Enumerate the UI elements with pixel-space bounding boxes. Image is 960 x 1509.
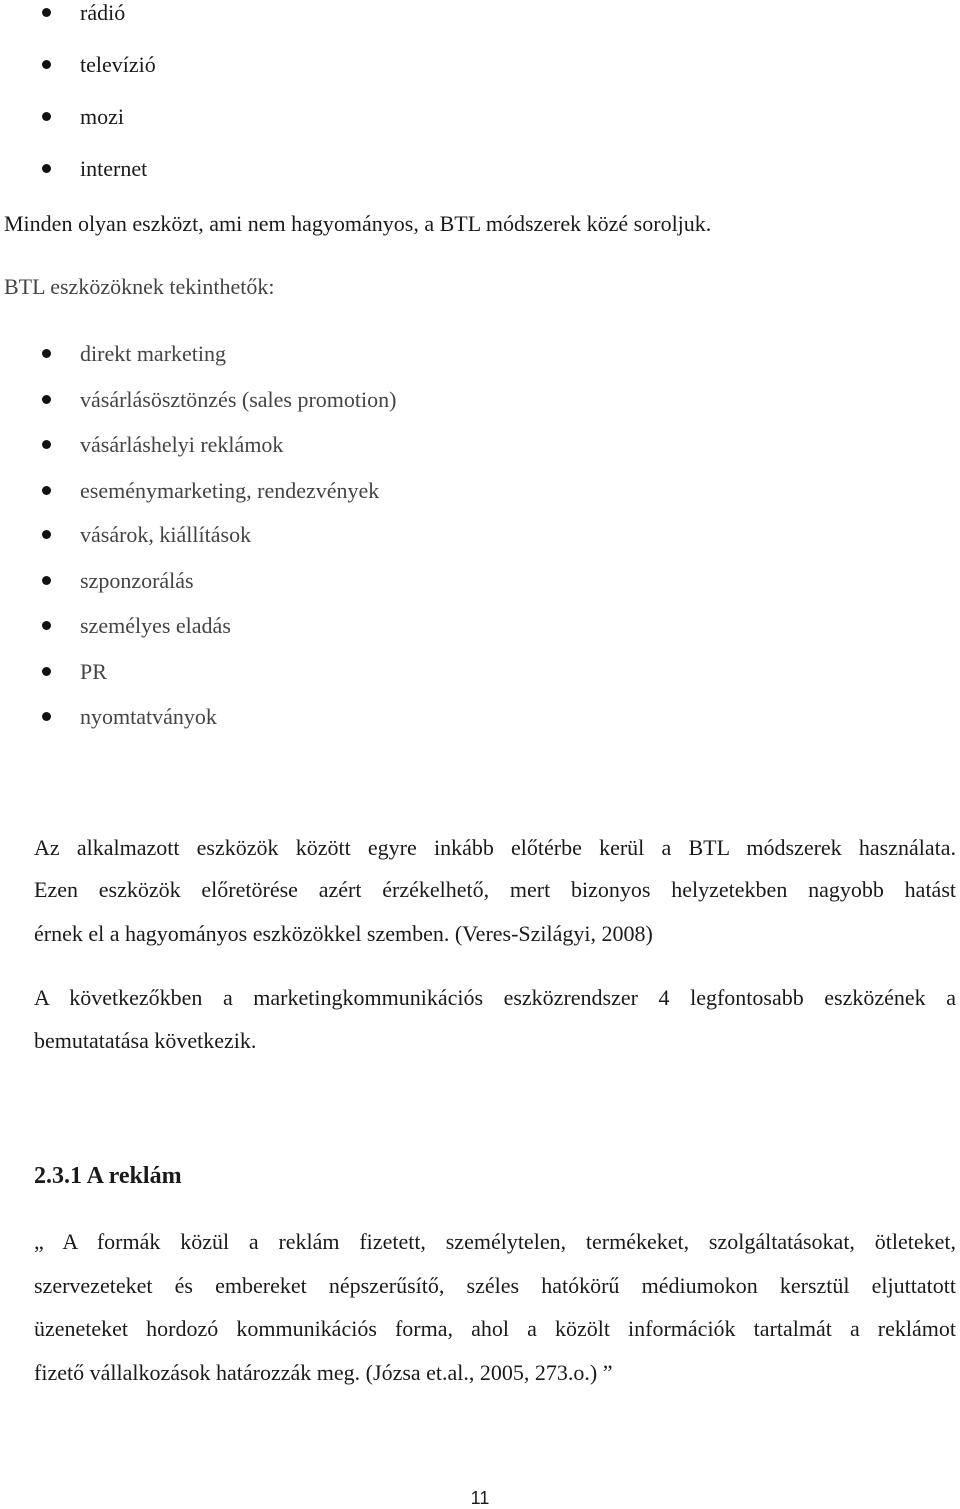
list-item-text: internet [80, 156, 148, 181]
page-number: 11 [470, 1488, 490, 1508]
quote-line: „ A formák közül a reklám fizetett, személytelen, termékeket, szolgáltatásokat, ötleteket, [34, 1229, 956, 1254]
bullet-icon [42, 8, 51, 17]
quote-line: szervezeteket és embereket népszerűsítő, széles hatókörű médiumokon kersztül eljuttatott [34, 1273, 956, 1298]
section-heading: 2.3.1 A reklám [34, 1163, 182, 1189]
list-item-text: mozi [80, 104, 124, 129]
bullet-icon [42, 486, 51, 495]
list-item-text: televízió [80, 52, 156, 77]
quote-line: fizető vállalkozások határozzák meg. (Józsa et.al., 2005, 273.o.) ” [34, 1360, 613, 1385]
bullet-icon [42, 164, 51, 173]
bullet-icon [42, 621, 51, 630]
paragraph-line: érnek el a hagyományos eszközökkel szemben. (Veres-Szilágyi, 2008) [34, 921, 653, 946]
bullet-icon [42, 395, 51, 404]
paragraph-line: bemutatatása következik. [34, 1028, 257, 1053]
paragraph-btl-definition: Minden olyan eszközt, ami nem hagyományos, a BTL módszerek közé soroljuk. [4, 211, 712, 236]
quote-line: üzeneteket hordozó kommunikációs forma, ahol a közölt információk tartalmát a reklámot [34, 1316, 956, 1341]
bullet-icon [42, 667, 51, 676]
list-item-text: szponzorálás [80, 568, 194, 593]
paragraph-line: Az alkalmazott eszközök között egyre inkább előtérbe kerül a BTL módszerek használata. [34, 835, 956, 860]
bullet-icon [42, 440, 51, 449]
bullet-icon [42, 112, 51, 121]
list-item-text: vásárláshelyi reklámok [80, 432, 284, 457]
list-item-text: személyes eladás [80, 613, 231, 638]
bullet-icon [42, 712, 51, 721]
list-item-text: eseménymarketing, rendezvények [80, 478, 380, 503]
paragraph-line: A következőkben a marketingkommunikációs eszközrendszer 4 legfontosabb eszközének a [34, 985, 956, 1010]
btl-intro: BTL eszközöknek tekinthetők: [4, 274, 275, 299]
list-item-text: nyomtatványok [80, 704, 217, 729]
bullet-icon [42, 576, 51, 585]
bullet-icon [42, 530, 51, 539]
list-item-text: PR [80, 659, 107, 684]
list-item-text: rádió [80, 0, 126, 25]
bullet-icon [42, 349, 51, 358]
list-item-text: vásárok, kiállítások [80, 522, 252, 547]
paragraph-line: Ezen eszközök előretörése azért érzékelhető, mert bizonyos helyzetekben nagyobb hatást [34, 877, 956, 902]
list-item-text: direkt marketing [80, 341, 227, 366]
bullet-icon [42, 60, 51, 69]
list-item-text: vásárlásösztönzés (sales promotion) [80, 387, 397, 412]
